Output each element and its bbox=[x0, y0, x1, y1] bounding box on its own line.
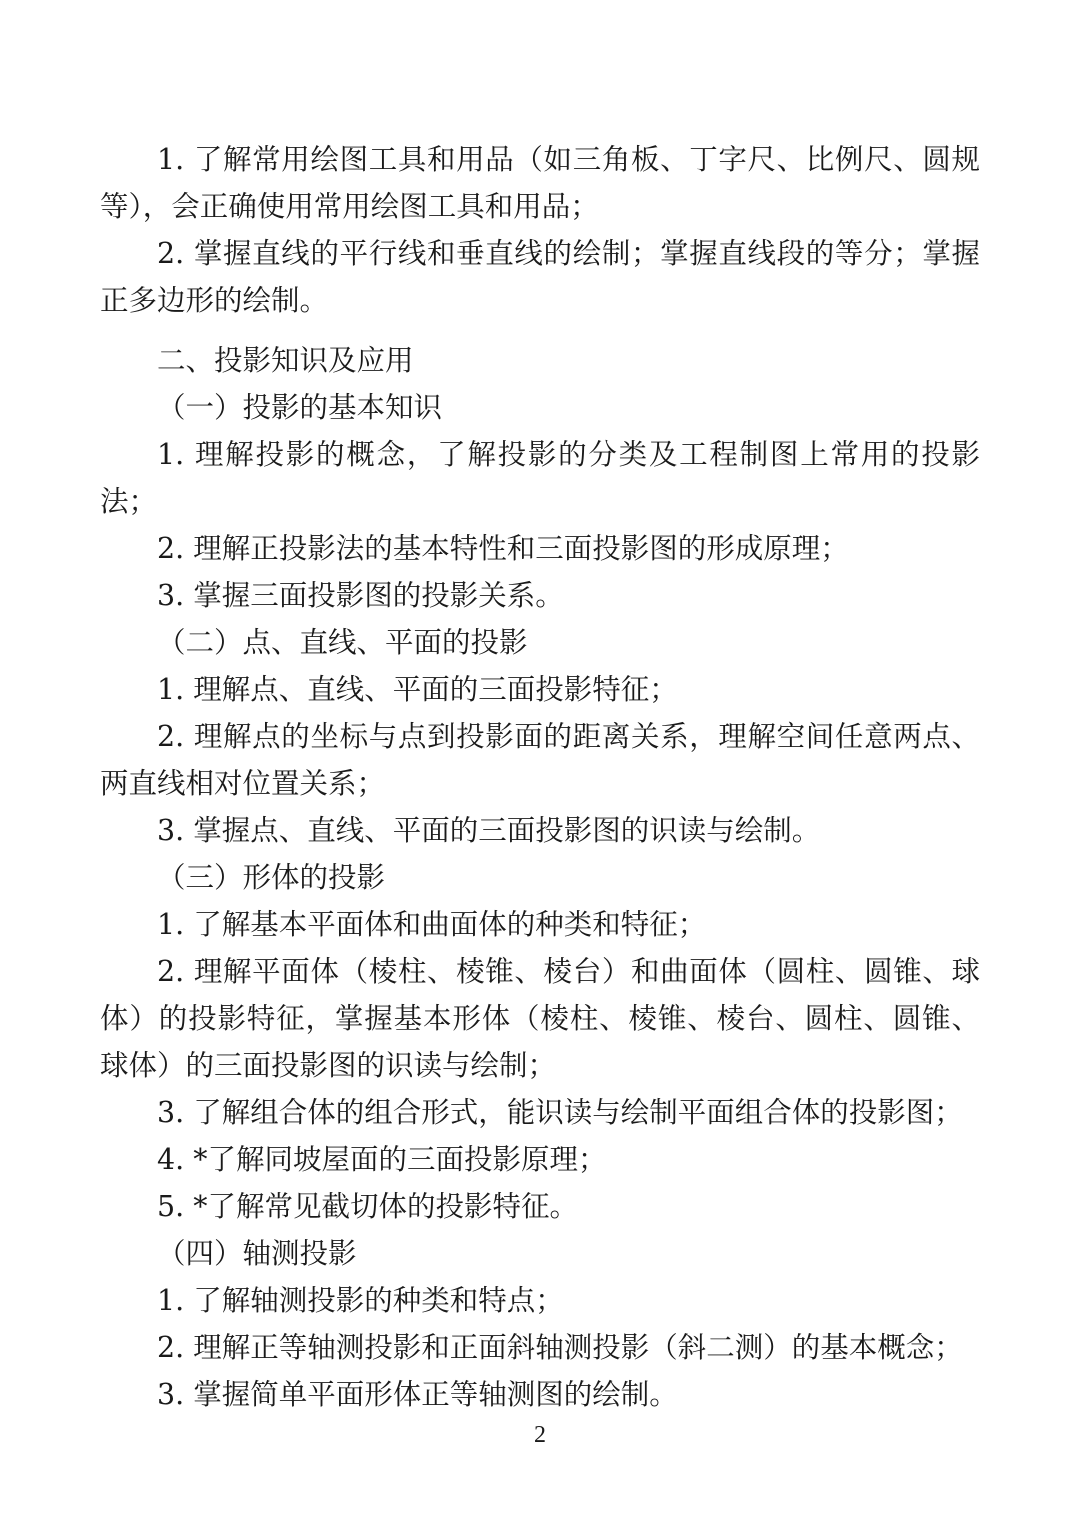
paragraph-tools: 1. 了解常用绘图工具和用品（如三角板、丁字尺、比例尺、圆规等），会正确使用常用绘图工具和用品； bbox=[100, 143, 980, 223]
list-item: 1. 理解点、直线、平面的三面投影特征； bbox=[157, 673, 678, 706]
list-item: 4. *了解同坡屋面的三面投影原理； bbox=[157, 1143, 607, 1176]
list-item: 1. 了解轴测投影的种类和特点； bbox=[157, 1284, 564, 1317]
list-item: 5. *了解常见截切体的投影特征。 bbox=[157, 1190, 579, 1223]
list-item: 2. 理解平面体（棱柱、棱锥、棱台）和曲面体（圆柱、圆锥、球体）的投影特征，掌握基本形体（棱柱、棱锥、棱台、圆柱、圆锥、球体）的三面投影图的识读与绘制； bbox=[100, 955, 980, 1082]
page-number: 2 bbox=[534, 1422, 546, 1448]
list-item: 3. 了解组合体的组合形式，能识读与绘制平面组合体的投影图； bbox=[157, 1096, 963, 1129]
section-heading: 二、投影知识及应用 bbox=[157, 344, 414, 377]
list-item: 1. 理解投影的概念，了解投影的分类及工程制图上常用的投影法； bbox=[100, 438, 980, 518]
subsection-title-1: （一）投影的基本知识 bbox=[157, 391, 443, 424]
list-item: 3. 掌握简单平面形体正等轴测图的绘制。 bbox=[157, 1378, 678, 1411]
subsection-title-4: （四）轴测投影 bbox=[157, 1237, 357, 1270]
list-item: 2. 理解正等轴测投影和正面斜轴测投影（斜二测）的基本概念； bbox=[157, 1331, 963, 1364]
list-item: 1. 了解基本平面体和曲面体的种类和特征； bbox=[157, 908, 707, 941]
subsection-title-2: （二）点、直线、平面的投影 bbox=[157, 626, 528, 659]
list-item: 3. 掌握三面投影图的投影关系。 bbox=[157, 579, 564, 612]
list-item: 2. 理解点的坐标与点到投影面的距离关系，理解空间任意两点、两直线相对位置关系； bbox=[100, 720, 980, 800]
document-body bbox=[100, 136, 980, 1418]
subsection-title-3: （三）形体的投影 bbox=[157, 861, 386, 894]
list-item: 2. 理解正投影法的基本特性和三面投影图的形成原理； bbox=[157, 532, 849, 565]
list-item: 3. 掌握点、直线、平面的三面投影图的识读与绘制。 bbox=[157, 814, 821, 847]
paragraph-lines: 2. 掌握直线的平行线和垂直线的绘制；掌握直线段的等分；掌握正多边形的绘制。 bbox=[100, 237, 980, 317]
